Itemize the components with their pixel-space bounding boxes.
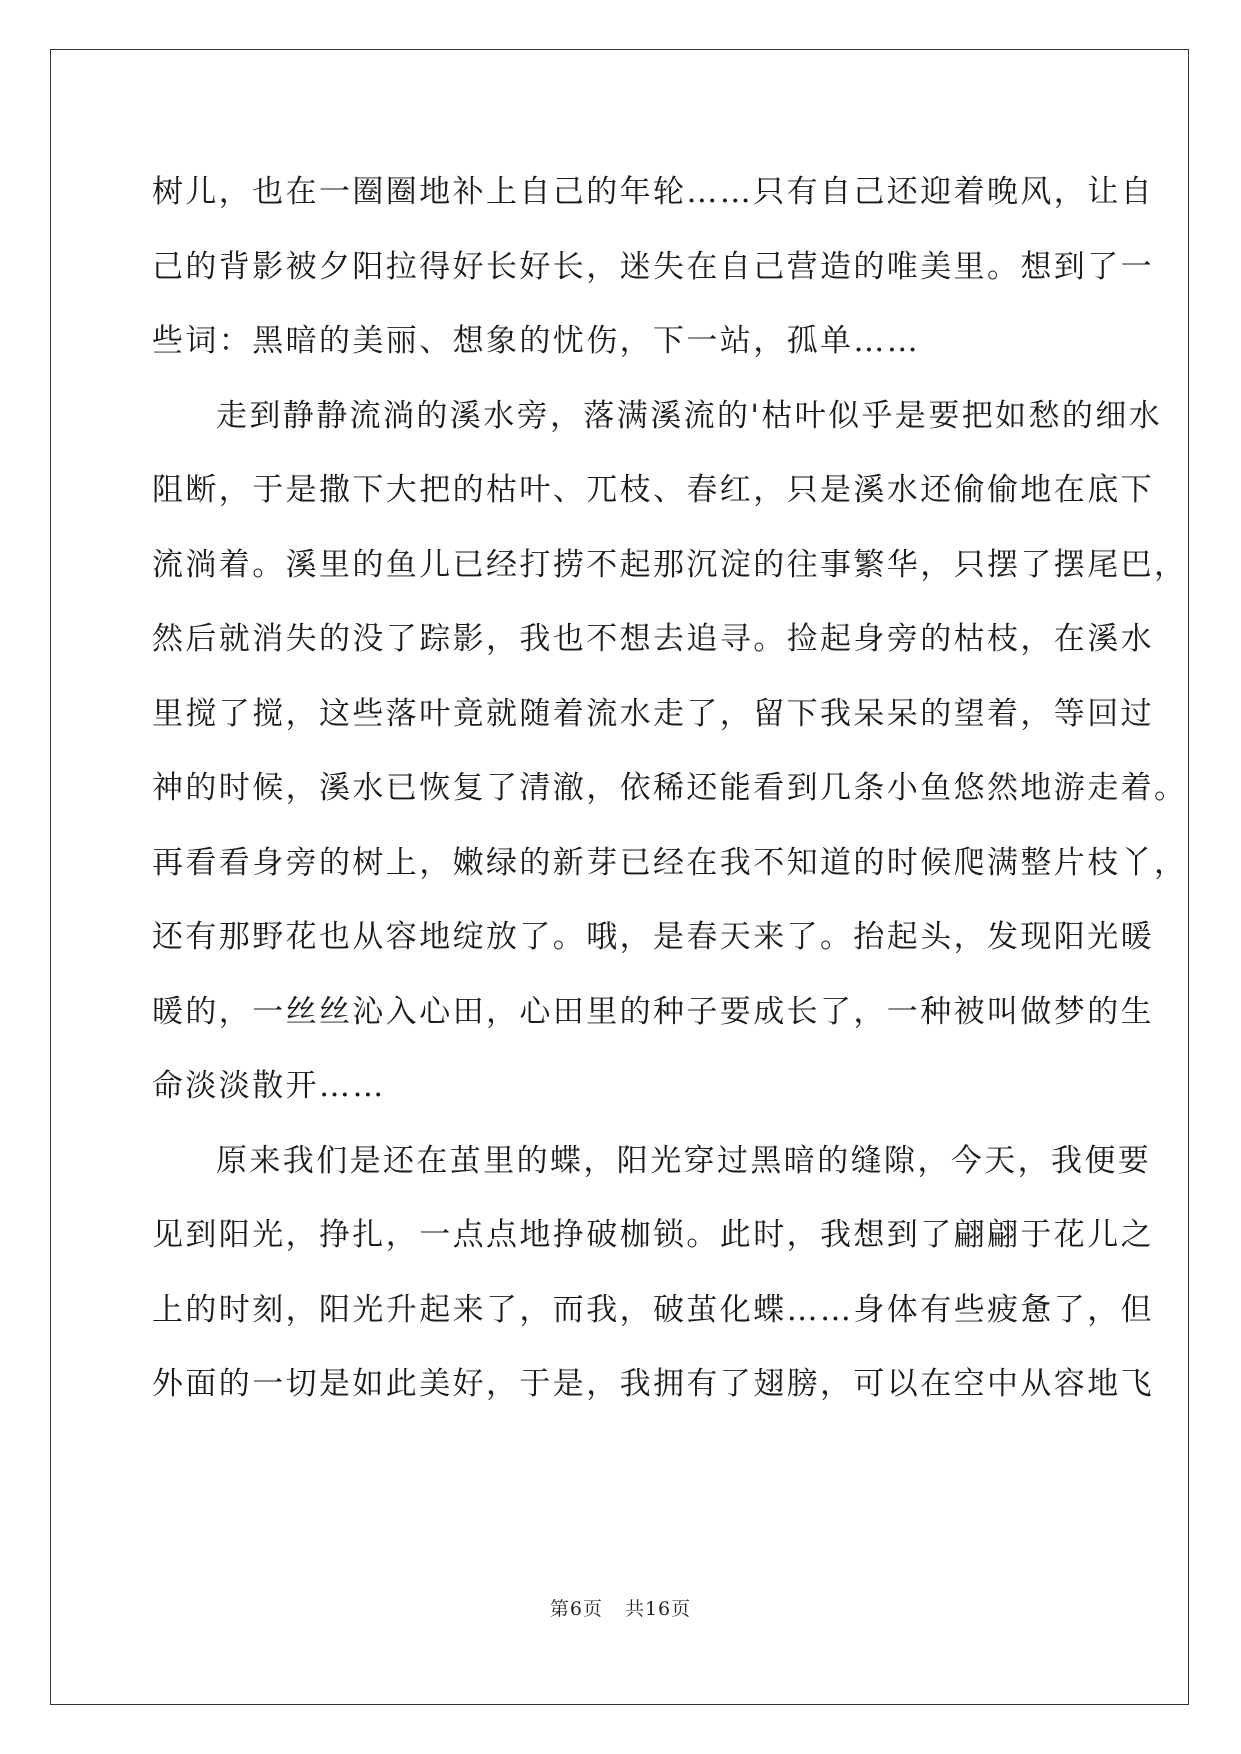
page-number: 第6页: [549, 1598, 603, 1620]
text-line: 里搅了搅，这些落叶竟就随着流水走了，留下我呆呆的望着，等回过: [152, 695, 1154, 732]
text-line: 阻断，于是撒下大把的枯叶、兀枝、春红，只是溪水还偷偷地在底下: [152, 472, 1154, 508]
text-line: 原来我们是还在茧里的蝶，阳光穿过黑暗的缝隙，今天，我便要: [216, 1142, 1152, 1179]
page-footer: [0, 1594, 1241, 1621]
text-line: 暖的，一丝丝沁入心田，心田里的种子要成长了，一种被叫做梦的生: [152, 993, 1154, 1030]
text-line: 命淡淡散开……: [152, 1068, 386, 1104]
text-line: 见到阳光，挣扎，一点点地挣破枷锁。此时，我想到了翩翩于花儿之: [152, 1217, 1154, 1253]
text-line: 神的时候，溪水已恢复了清澈，依稀还能看到几条小鱼悠然地游走着。: [152, 770, 1188, 806]
text-line: 己的背影被夕阳拉得好长好长，迷失在自己营造的唯美里。想到了一: [152, 248, 1154, 285]
text-line: 还有那野花也从容地绽放了。哦，是春天来了。抬起头，发现阳光暖: [152, 919, 1154, 955]
text-line: 上的时刻，阳光升起来了，而我，破茧化蝶……身体有些疲惫了，但: [152, 1291, 1154, 1328]
text-line: 流淌着。溪里的鱼儿已经打捞不起那沉淀的往事繁华，只摆了摆尾巴，: [152, 546, 1188, 583]
text-line: 然后就消失的没了踪影，我也不想去追寻。捡起身旁的枯枝，在溪水: [152, 621, 1154, 657]
text-line: 外面的一切是如此美好，于是，我拥有了翅膀，可以在空中从容地飞: [152, 1366, 1154, 1402]
page-total: 共16页: [624, 1598, 692, 1620]
text-line: 树儿，也在一圈圈地补上自己的年轮……只有自己还迎着晚风，让自: [152, 174, 1154, 210]
text-line: 走到静静流淌的溪水旁，落满溪流的'枯叶似乎是要把如愁的细水: [216, 397, 1163, 434]
text-line: 再看看身旁的树上，嫩绿的新芽已经在我不知道的时候爬满整片枝丫，: [152, 844, 1188, 881]
text-line: 些词：黑暗的美丽、想象的忧伤，下一站，孤单……: [152, 323, 921, 359]
body-text: [152, 162, 1188, 1429]
